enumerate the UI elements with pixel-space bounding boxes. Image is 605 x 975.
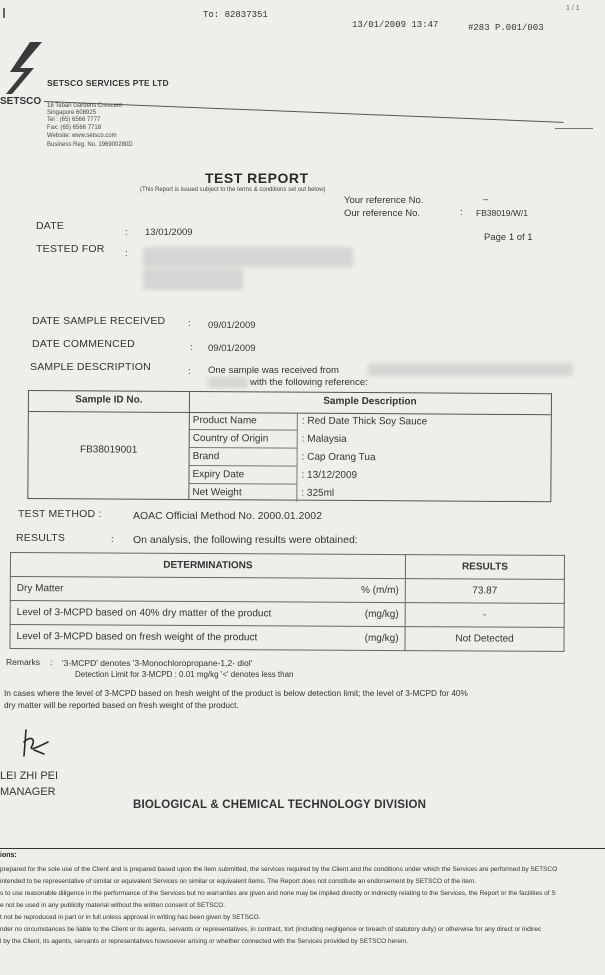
- footer-rule: [0, 848, 605, 849]
- our-reference-colon: :: [460, 207, 463, 218]
- company-name: SETSCO SERVICES PTE LTD: [47, 78, 169, 88]
- condition-line-7: l by the Client, its agents, servants or representatives howsoever arising or whether connected with the Services provided by SETSCO herein.: [0, 938, 408, 945]
- conditions-heading: ions:: [0, 852, 17, 859]
- sample-description-line-1: One sample was received from: [208, 365, 339, 376]
- company-fax: Fax: (65) 6566 7718: [47, 125, 102, 131]
- sample-field-label: Expiry Date: [188, 465, 297, 484]
- date-commenced-colon: :: [190, 342, 193, 353]
- sample-row-net-weight: [188, 483, 431, 502]
- date-value: 13/01/2009: [145, 227, 193, 238]
- test-method-label: TEST METHOD :: [18, 508, 102, 520]
- date-received-colon: :: [188, 318, 191, 329]
- company-tel: Tel : (65) 6566 7777: [47, 117, 101, 123]
- fax-timestamp: 13/01/2009 13:47: [352, 20, 439, 30]
- logo-wordmark: SETSCO: [0, 96, 42, 107]
- page-indicator: Page 1 of 1: [484, 232, 533, 243]
- sample-field-label: Brand: [189, 447, 298, 466]
- report-title: TEST REPORT: [205, 170, 309, 186]
- note-line-2: dry matter will be reported based on fresh weight of the product.: [4, 700, 239, 710]
- sample-field-value: : Malaysia: [301, 433, 347, 445]
- setsco-logo-icon: [4, 40, 44, 96]
- results-colon: :: [111, 534, 114, 545]
- manager-signature: [14, 728, 54, 765]
- redacted-client-address: [143, 268, 243, 290]
- page-mark: 1 / 1: [566, 5, 580, 12]
- our-reference-label: Our reference No.: [344, 208, 421, 219]
- sample-row-expiry: [188, 465, 431, 484]
- date-received-label: DATE SAMPLE RECEIVED: [32, 315, 166, 327]
- sample-field-value: : 325ml: [301, 487, 335, 499]
- determination-name: Level of 3-MCPD based on 40% dry matter of the product: [10, 601, 341, 627]
- redacted-client-name: [143, 247, 353, 267]
- determination-result: Not Detected: [405, 627, 564, 652]
- date-label: DATE: [36, 220, 65, 232]
- sample-row-product-name: [189, 412, 432, 431]
- report-subtitle: (This Report is issued subject to the terms & conditions set out below): [140, 187, 326, 193]
- signatory-title: MANAGER: [0, 786, 56, 798]
- sample-field-value: : 13/12/2009: [301, 469, 358, 482]
- sample-row-brand: [189, 447, 432, 466]
- results-intro-text: On analysis, the following results were obtained:: [133, 534, 358, 546]
- your-reference-label: Your reference No.: [344, 195, 424, 206]
- remarks-colon: :: [50, 657, 53, 667]
- signatory-name: LEI ZHI PEI: [0, 770, 59, 782]
- tested-for-label: TESTED FOR: [36, 243, 105, 255]
- redacted-source: [368, 363, 573, 376]
- corner-mark: [3, 8, 5, 18]
- company-address-2: Singapore 608925: [47, 110, 97, 116]
- results-row-mcpd-fresh: [10, 625, 564, 652]
- division-name: BIOLOGICAL & CHEMICAL TECHNOLOGY DIVISION: [133, 799, 427, 811]
- sample-field-label: Country of Origin: [189, 429, 298, 448]
- determination-name: Level of 3-MCPD based on fresh weight of the product: [10, 625, 341, 651]
- condition-line-4: e not be used in any publicity material without the written consent of SETSCO.: [0, 902, 226, 909]
- results-table: [9, 552, 565, 652]
- sample-detail-list: [188, 412, 431, 502]
- remarks-line-1: '3-MCPD' denotes '3-Monochloropropane-1,2- diol': [62, 658, 253, 668]
- test-method-value: AOAC Official Method No. 2000.01.2002: [133, 510, 322, 522]
- results-label: RESULTS: [16, 532, 66, 544]
- sample-table: [27, 390, 552, 502]
- date-colon: :: [125, 227, 128, 238]
- determination-result: 73.87: [405, 579, 564, 604]
- date-commenced-label: DATE COMMENCED: [32, 338, 135, 350]
- determinations-header: DETERMINATIONS: [10, 553, 405, 579]
- condition-line-5: t not be reproduced in part or in full unless approval in writing has been given by SETSCO.: [0, 914, 261, 921]
- sample-description-label: SAMPLE DESCRIPTION: [30, 361, 151, 373]
- determination-unit: % (m/m): [341, 578, 406, 602]
- condition-line-3: s to use reasonable diligence in the performance of the Services but no warranties are given and none may be implied directly or indirectly relating to the Services, the Report or the facilities of S: [0, 890, 556, 897]
- tested-for-colon: :: [125, 248, 128, 259]
- note-line-1: In cases where the level of 3-MCPD based on fresh weight of the product is below detection limit; the level of 3-MCPD for 40%: [4, 688, 468, 698]
- redacted-source-2: [208, 377, 248, 388]
- margin-mark: [555, 128, 593, 129]
- fax-recipient: To: 82837351: [203, 10, 268, 20]
- determination-unit: (mg/kg): [340, 626, 405, 650]
- date-commenced-value: 09/01/2009: [208, 343, 256, 354]
- remarks-label: Remarks: [6, 657, 41, 667]
- fax-page-number: #283 P.001/003: [468, 23, 544, 33]
- sample-field-label: Net Weight: [188, 483, 297, 501]
- condition-line-1: prepared for the sole use of the Client and is prepared based upon the item submitted, the services required by the Client and the conditions under which the Services are performed by SETSCO: [0, 866, 558, 873]
- determination-result: -: [405, 603, 564, 628]
- determination-name: Dry Matter: [10, 577, 341, 603]
- our-reference-value: FB38019/W/1: [476, 208, 528, 218]
- results-header-row: [10, 553, 564, 580]
- condition-line-2: intended to be representative of similar or equivalent Services on similar or equivalent items. The Report does not constitute an endorsement by SETSCO of the item.: [0, 878, 477, 885]
- sample-field-value: : Cap Orang Tua: [301, 451, 376, 464]
- sample-field-value: : Red Date Thick Soy Sauce: [301, 415, 428, 428]
- sample-row-country: [189, 429, 432, 448]
- date-received-value: 09/01/2009: [208, 320, 256, 331]
- sample-field-label: Product Name: [189, 412, 298, 430]
- sample-description-line-2: with the following reference:: [250, 377, 368, 388]
- results-header: RESULTS: [405, 555, 564, 580]
- sample-id-header: Sample ID No.: [75, 394, 143, 406]
- sample-description-header: Sample Description: [323, 395, 417, 408]
- company-address-1: 18 Teban Gardens Crescent: [47, 103, 122, 109]
- determination-unit: (mg/kg): [341, 602, 406, 626]
- results-row-mcpd-dry: [10, 601, 564, 628]
- sample-description-colon: :: [188, 366, 191, 377]
- remarks-line-2: Detection Limit for 3-MCPD : 0.01 mg/kg '<' denotes less than: [75, 670, 294, 679]
- company-website: Website: www.setsco.com: [47, 133, 117, 139]
- sample-id-value: FB38019001: [79, 444, 138, 456]
- results-row-dry-matter: [10, 577, 564, 604]
- company-business-reg: Business Reg. No. 196900280D: [47, 142, 133, 148]
- condition-line-6: nder no circumstances be liable to the Client or its agents, servants or representatives, in contract, tort (including negligence or breach of statutory duty) or otherwise for any direct or indirec: [0, 926, 542, 933]
- your-reference-value: –: [483, 194, 489, 205]
